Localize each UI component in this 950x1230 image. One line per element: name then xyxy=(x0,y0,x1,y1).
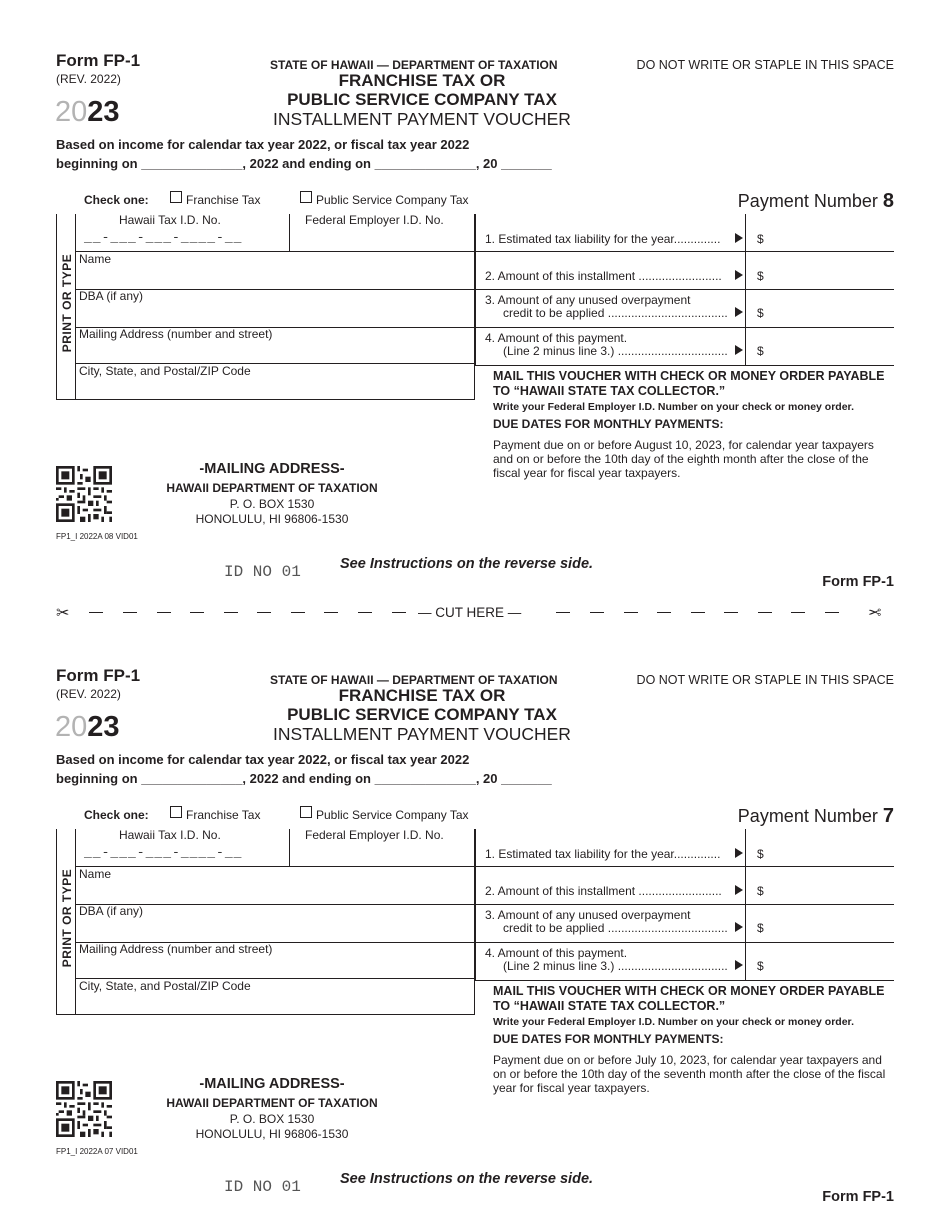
line-1-label: 1. Estimated tax liability for the year.............. xyxy=(485,232,721,246)
mailing-city: HONOLULU, HI 96806-1530 xyxy=(195,512,349,526)
city-state-zip-field-label: City, State, and Postal/ZIP Code xyxy=(79,979,251,993)
due-dates-text: Payment due on or before July 10, 2023, for calendar year taxpayers and on or before the 10th day of the seventh month after the close of the fiscal year for fiscal year taxpayers. xyxy=(493,1053,886,1095)
based-on-income-text: Based on income for calendar tax year 2022, or fiscal tax year 2022 xyxy=(56,752,470,767)
mailing-address-title: -MAILING ADDRESS- xyxy=(199,1076,345,1092)
divider xyxy=(475,942,894,943)
divider xyxy=(289,214,290,251)
cut-dash xyxy=(624,612,638,613)
hawaii-tax-id-label: Hawaii Tax I.D. No. xyxy=(119,828,221,842)
form-id: Form FP-1 xyxy=(56,666,141,685)
scissors-icon: ✂ xyxy=(868,605,882,622)
name-field-label: Name xyxy=(79,252,112,266)
divider xyxy=(75,251,475,252)
cut-line xyxy=(56,603,894,623)
fein-instruction: Write your Federal Employer I.D. Number on your check or money order. xyxy=(493,1016,854,1028)
divider xyxy=(475,289,894,290)
dba-field-label: DBA (if any) xyxy=(79,904,144,918)
public-service-tax-label: Public Service Company Tax xyxy=(316,193,469,207)
print-or-type-column xyxy=(56,214,76,400)
divider xyxy=(475,980,894,981)
based-on-income-text: Based on income for calendar tax year 2022, or fiscal tax year 2022 xyxy=(56,137,470,152)
line-4-amount[interactable]: $ xyxy=(757,959,764,973)
arrow-right-icon xyxy=(735,270,743,280)
cut-dash xyxy=(657,612,671,613)
line-3-amount[interactable]: $ xyxy=(757,921,764,935)
see-instructions-note: See Instructions on the reverse side. xyxy=(340,556,594,572)
divider xyxy=(289,829,290,866)
check-one-label: Check one: xyxy=(84,808,149,822)
payment-number: Payment Number 7 xyxy=(737,805,894,827)
print-or-type-column xyxy=(56,829,76,1015)
payment-voucher xyxy=(0,0,950,600)
mail-instruction: MAIL THIS VOUCHER WITH CHECK OR MONEY ORDER PAYABLE xyxy=(493,984,885,998)
mailing-address-field-label: Mailing Address (number and street) xyxy=(79,942,273,956)
cut-dash xyxy=(358,612,372,613)
line-4-amount[interactable]: $ xyxy=(757,344,764,358)
form-footer-id: Form FP-1 xyxy=(822,1189,894,1205)
cut-dash xyxy=(556,612,570,613)
mailing-address-title: -MAILING ADDRESS- xyxy=(199,461,345,477)
check-one-label: Check one: xyxy=(84,193,149,207)
form-id: Form FP-1 xyxy=(56,51,141,70)
form-revision: (REV. 2022) xyxy=(56,72,121,86)
line-3-label: 3. Amount of any unused overpayment xyxy=(485,293,691,307)
payment-voucher xyxy=(0,615,950,1215)
franchise-tax-checkbox[interactable] xyxy=(170,191,182,203)
cut-dash xyxy=(89,612,103,613)
mailing-department: HAWAII DEPARTMENT OF TAXATION xyxy=(166,481,378,495)
divider xyxy=(475,214,476,366)
cut-dash xyxy=(825,612,839,613)
divider xyxy=(745,214,746,366)
id-number: ID NO 01 xyxy=(224,563,301,581)
cut-dash xyxy=(590,612,604,613)
id-number: ID NO 01 xyxy=(224,1178,301,1196)
line-2-label: 2. Amount of this installment ......................... xyxy=(485,269,722,283)
divider xyxy=(475,251,894,252)
federal-employer-id-label: Federal Employer I.D. No. xyxy=(305,828,444,842)
hawaii-tax-id-field[interactable]: __-___-___-____-__ xyxy=(84,230,243,245)
line-3-label: 3. Amount of any unused overpayment xyxy=(485,908,691,922)
line-2-amount[interactable]: $ xyxy=(757,269,764,283)
mailing-city: HONOLULU, HI 96806-1530 xyxy=(195,1127,349,1141)
line-1-label: 1. Estimated tax liability for the year.............. xyxy=(485,847,721,861)
franchise-tax-label: Franchise Tax xyxy=(186,808,261,822)
cut-dash xyxy=(257,612,271,613)
title-line-3: INSTALLMENT PAYMENT VOUCHER xyxy=(273,724,571,744)
department-heading: STATE OF HAWAII — DEPARTMENT OF TAXATION xyxy=(270,58,558,72)
tax-year: 2023 xyxy=(55,96,120,128)
line-2-label: 2. Amount of this installment ......................... xyxy=(485,884,722,898)
public-service-tax-checkbox[interactable] xyxy=(300,806,312,818)
dba-field-label: DBA (if any) xyxy=(79,289,144,303)
title-line-2: PUBLIC SERVICE COMPANY TAX xyxy=(287,90,557,109)
divider xyxy=(475,866,894,867)
divider xyxy=(475,365,894,366)
arrow-right-icon xyxy=(735,307,743,317)
mail-instruction-payee: TO “HAWAII STATE TAX COLLECTOR.” xyxy=(493,999,726,1013)
city-state-zip-field-label: City, State, and Postal/ZIP Code xyxy=(79,364,251,378)
form-footer-id: Form FP-1 xyxy=(822,574,894,590)
franchise-tax-checkbox[interactable] xyxy=(170,806,182,818)
mail-instruction: MAIL THIS VOUCHER WITH CHECK OR MONEY ORDER PAYABLE xyxy=(493,369,885,383)
line-3-label-cont: credit to be applied .................................... xyxy=(503,921,728,935)
cut-dash xyxy=(157,612,171,613)
title-line-1: FRANCHISE TAX OR xyxy=(338,71,506,90)
mailing-po-box: P. O. BOX 1530 xyxy=(229,497,315,511)
arrow-right-icon xyxy=(735,345,743,355)
arrow-right-icon xyxy=(735,922,743,932)
print-or-type-label: PRINT OR TYPE xyxy=(60,868,74,968)
divider xyxy=(75,866,475,867)
fiscal-period-line[interactable]: beginning on ______________, 2022 and ending on ______________, 20 _______ xyxy=(56,771,552,786)
name-field-label: Name xyxy=(79,867,112,881)
voucher-id-code: FP1_I 2022A 08 VID01 xyxy=(56,532,138,541)
arrow-right-icon xyxy=(735,885,743,895)
line-4-label: 4. Amount of this payment. xyxy=(485,946,628,960)
due-dates-text: Payment due on or before August 10, 2023, for calendar year taxpayers and on or before the 10th day of the eighth month after the close of the fiscal year for fiscal year taxpayers. xyxy=(493,438,874,480)
franchise-tax-label: Franchise Tax xyxy=(186,193,261,207)
cut-here-label: — CUT HERE — xyxy=(418,605,522,620)
line-2-amount[interactable]: $ xyxy=(757,884,764,898)
title-line-3: INSTALLMENT PAYMENT VOUCHER xyxy=(273,109,571,129)
cut-dash xyxy=(123,612,137,613)
cut-dash xyxy=(291,612,305,613)
hawaii-tax-id-label: Hawaii Tax I.D. No. xyxy=(119,213,221,227)
federal-employer-id-label: Federal Employer I.D. No. xyxy=(305,213,444,227)
fiscal-period-line[interactable]: beginning on ______________, 2022 and ending on ______________, 20 _______ xyxy=(56,156,552,171)
print-or-type-label: PRINT OR TYPE xyxy=(60,253,74,353)
department-heading: STATE OF HAWAII — DEPARTMENT OF TAXATION xyxy=(270,673,558,687)
divider xyxy=(475,904,894,905)
form-revision: (REV. 2022) xyxy=(56,687,121,701)
cut-dash xyxy=(724,612,738,613)
hawaii-tax-id-field[interactable]: __-___-___-____-__ xyxy=(84,845,243,860)
mail-instruction-payee: TO “HAWAII STATE TAX COLLECTOR.” xyxy=(493,384,726,398)
payment-number: Payment Number 8 xyxy=(737,190,894,212)
line-1-amount[interactable]: $ xyxy=(757,847,764,861)
arrow-right-icon xyxy=(735,960,743,970)
voucher-id-code: FP1_I 2022A 07 VID01 xyxy=(56,1147,138,1156)
do-not-write-notice: DO NOT WRITE OR STAPLE IN THIS SPACE xyxy=(636,58,894,72)
qr-code-icon xyxy=(56,1081,112,1137)
divider xyxy=(475,829,476,981)
divider xyxy=(475,327,894,328)
mailing-department: HAWAII DEPARTMENT OF TAXATION xyxy=(166,1096,378,1110)
title-line-2: PUBLIC SERVICE COMPANY TAX xyxy=(287,705,557,724)
cut-dash xyxy=(691,612,705,613)
line-1-amount[interactable]: $ xyxy=(757,232,764,246)
divider xyxy=(745,829,746,981)
see-instructions-note: See Instructions on the reverse side. xyxy=(340,1171,594,1187)
cut-dash xyxy=(791,612,805,613)
fein-instruction: Write your Federal Employer I.D. Number on your check or money order. xyxy=(493,401,854,413)
line-3-label-cont: credit to be applied .................................... xyxy=(503,306,728,320)
cut-dash xyxy=(324,612,338,613)
qr-code-icon xyxy=(56,466,112,522)
title-line-1: FRANCHISE TAX OR xyxy=(338,686,506,705)
scissors-icon: ✂ xyxy=(56,605,70,622)
public-service-tax-label: Public Service Company Tax xyxy=(316,808,469,822)
arrow-right-icon xyxy=(735,848,743,858)
due-dates-title: DUE DATES FOR MONTHLY PAYMENTS: xyxy=(493,417,724,431)
line-4-label-cont: (Line 2 minus line 3.) ................................. xyxy=(503,344,728,358)
cut-dash xyxy=(190,612,204,613)
public-service-tax-checkbox[interactable] xyxy=(300,191,312,203)
cut-dash xyxy=(392,612,406,613)
do-not-write-notice: DO NOT WRITE OR STAPLE IN THIS SPACE xyxy=(636,673,894,687)
line-3-amount[interactable]: $ xyxy=(757,306,764,320)
due-dates-title: DUE DATES FOR MONTHLY PAYMENTS: xyxy=(493,1032,724,1046)
arrow-right-icon xyxy=(735,233,743,243)
cut-dash xyxy=(224,612,238,613)
tax-year: 2023 xyxy=(55,711,120,743)
line-4-label: 4. Amount of this payment. xyxy=(485,331,628,345)
mailing-po-box: P. O. BOX 1530 xyxy=(229,1112,315,1126)
cut-dash xyxy=(758,612,772,613)
mailing-address-field-label: Mailing Address (number and street) xyxy=(79,327,273,341)
line-4-label-cont: (Line 2 minus line 3.) ................................. xyxy=(503,959,728,973)
